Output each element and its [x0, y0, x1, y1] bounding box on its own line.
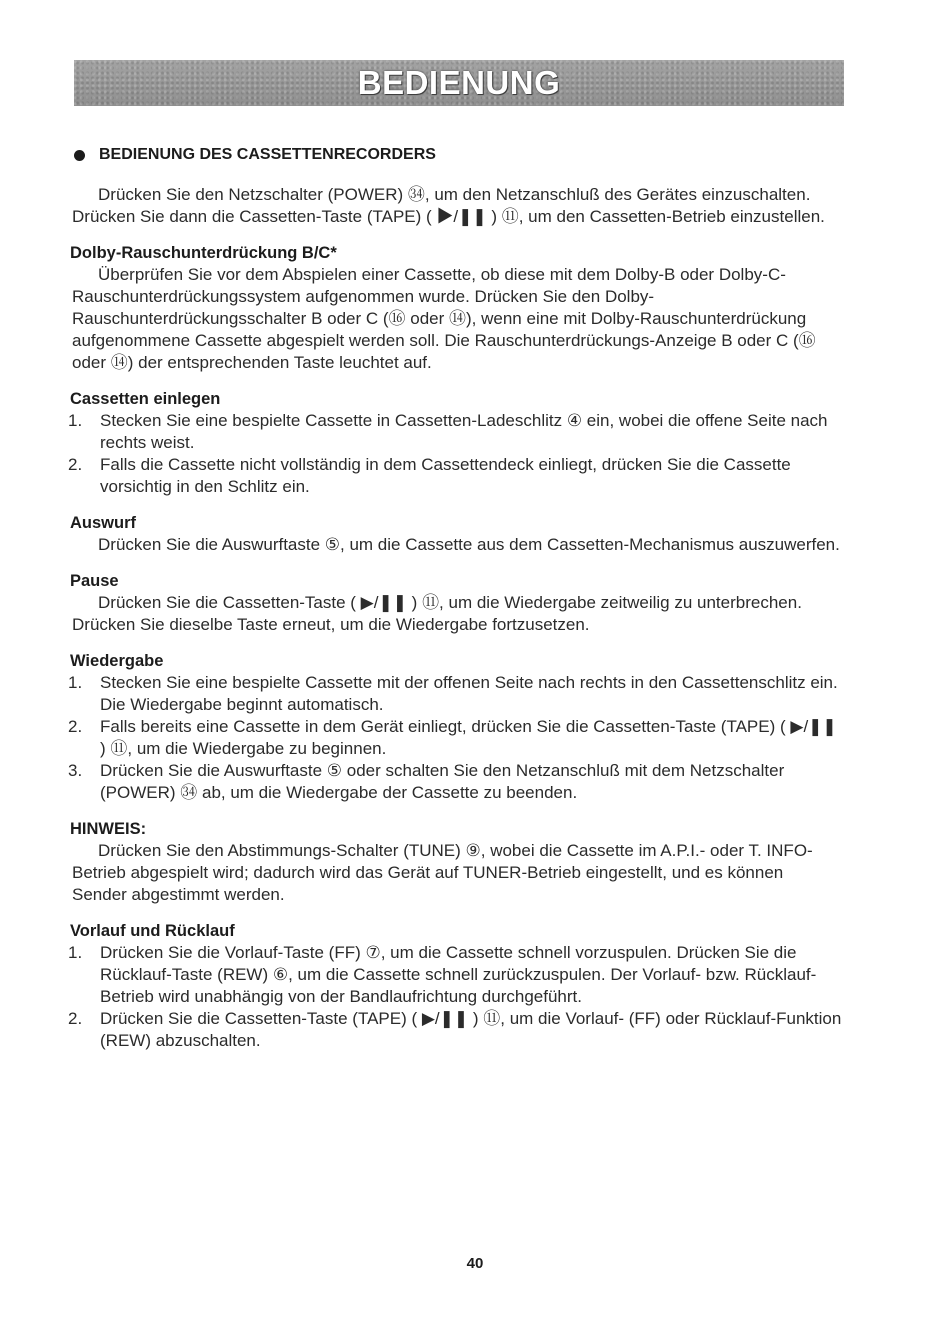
list-item: [66, 1008, 842, 1052]
list-item: [66, 410, 842, 454]
list-item: [66, 454, 842, 498]
section-text: Drücken Sie die Cassetten-Taste ( ▶/❚❚ ) ⑪, um die Wiedergabe zeitweilig zu unterbrechen. Drücken Sie dieselbe Taste erneut, um die Wiedergabe fortzusetzen.: [72, 593, 802, 634]
item-text: Stecken Sie eine bespielte Cassette mit der offenen Seite nach rechts in den Cassettenschlitz ein. Die Wiedergabe beginnt automatisch.: [100, 673, 838, 714]
section-title: Wiedergabe: [70, 652, 164, 670]
page-title: BEDIENUNG: [357, 64, 561, 101]
section-title: Dolby-Rauschunterdrückung B/C*: [70, 244, 337, 262]
item-number: 2.: [68, 717, 83, 736]
list-item: [66, 942, 842, 1008]
section-title: Cassetten einlegen: [70, 390, 221, 408]
page-number: 40: [466, 1255, 484, 1272]
insert-list: [66, 410, 842, 498]
list-item: [66, 716, 842, 760]
bullet-icon: [74, 150, 85, 161]
item-text: Drücken Sie die Auswurftaste ⑤ oder schalten Sie den Netzanschluß mit dem Netzschalter (POWER) ㉞ ab, um die Wiedergabe der Cassette zu beenden.: [100, 761, 785, 802]
title-banner: [74, 60, 844, 106]
main-heading-text: BEDIENUNG DES CASSETTENRECORDERS: [99, 146, 436, 163]
section-wind: [66, 922, 842, 1052]
section-eject: [66, 514, 842, 556]
item-text: Falls bereits eine Cassette in dem Gerät einliegt, drücken Sie die Cassetten-Taste (TAPE) ( ▶/❚❚ ) ⑪, um die Wiedergabe zu beginnen.: [100, 717, 837, 758]
list-item: [66, 760, 842, 804]
section-text: Überprüfen Sie vor dem Abspielen einer Cassette, ob diese mit dem Dolby-B oder Dolby-C-Rauschunterdrückungssystem aufgenommen wurde. Drücken Sie den Dolby-Rauschunterdrückungsschalter B oder C (⑯ oder ⑭), wenn eine mit Dolby-Rauschunterdrückung aufgenommene Cassette abgespielt werden soll. Die Rauschunterdrückungs-Anzeige B oder C (⑯ oder ⑭) der entsprechenden Taste leuchtet auf.: [72, 265, 816, 372]
intro-paragraph: Drücken Sie den Netzschalter (POWER) ㉞, um den Netzanschluß des Gerätes einzuschalten. Drücken Sie dann die Cassetten-Taste (TAPE) ( ▶/❚❚ ) ⑪, um den Cassetten-Betrieb einzustellen.: [72, 185, 825, 226]
section-title: Vorlauf und Rücklauf: [70, 922, 235, 940]
section-note: [66, 820, 842, 906]
list-item: [66, 672, 842, 716]
item-text: Drücken Sie die Cassetten-Taste (TAPE) ( ▶/❚❚ ) ⑪, um die Vorlauf- (FF) oder Rücklauf-Funktion (REW) abzuschalten.: [100, 1009, 842, 1050]
item-number: 2.: [68, 1009, 83, 1028]
section-dolby: [66, 244, 842, 374]
wind-list: [66, 942, 842, 1052]
item-number: 3.: [68, 761, 83, 780]
item-number: 1.: [68, 943, 83, 962]
main-heading: [74, 146, 842, 164]
section-title: HINWEIS:: [70, 820, 147, 838]
section-playback: [66, 652, 842, 804]
section-insert: [66, 390, 842, 498]
playback-list: [66, 672, 842, 804]
item-text: Falls die Cassette nicht vollständig in dem Cassettendeck einliegt, drücken Sie die Cassette vorsichtig in den Schlitz ein.: [100, 455, 791, 496]
section-title: Pause: [70, 572, 119, 590]
section-title: Auswurf: [70, 514, 136, 532]
section-text: Drücken Sie den Abstimmungs-Schalter (TUNE) ⑨, wobei die Cassette im A.P.I.- oder T. INFO-Betrieb abgespielt wird; dadurch wird das Gerät auf TUNER-Betrieb eingestellt, und es können Sender abgestimmt werden.: [72, 841, 813, 904]
section-pause: [66, 572, 842, 636]
item-number: 1.: [68, 673, 83, 692]
item-text: Stecken Sie eine bespielte Cassette in Cassetten-Ladeschlitz ④ ein, wobei die offene Seite nach rechts weist.: [100, 411, 828, 452]
item-number: 2.: [68, 455, 83, 474]
section-text: Drücken Sie die Auswurftaste ⑤, um die Cassette aus dem Cassetten-Mechanismus auszuwerfen.: [98, 535, 840, 554]
item-text: Drücken Sie die Vorlauf-Taste (FF) ⑦, um die Cassette schnell vorzuspulen. Drücken Sie die Rücklauf-Taste (REW) ⑥, um die Cassette schnell zurückzuspulen. Der Vorlauf- bzw. Rücklauf-Betrieb wird unabhängig von der Bandlaufrichtung durchgeführt.: [100, 943, 817, 1006]
document-body: [66, 146, 842, 1052]
item-number: 1.: [68, 411, 83, 430]
